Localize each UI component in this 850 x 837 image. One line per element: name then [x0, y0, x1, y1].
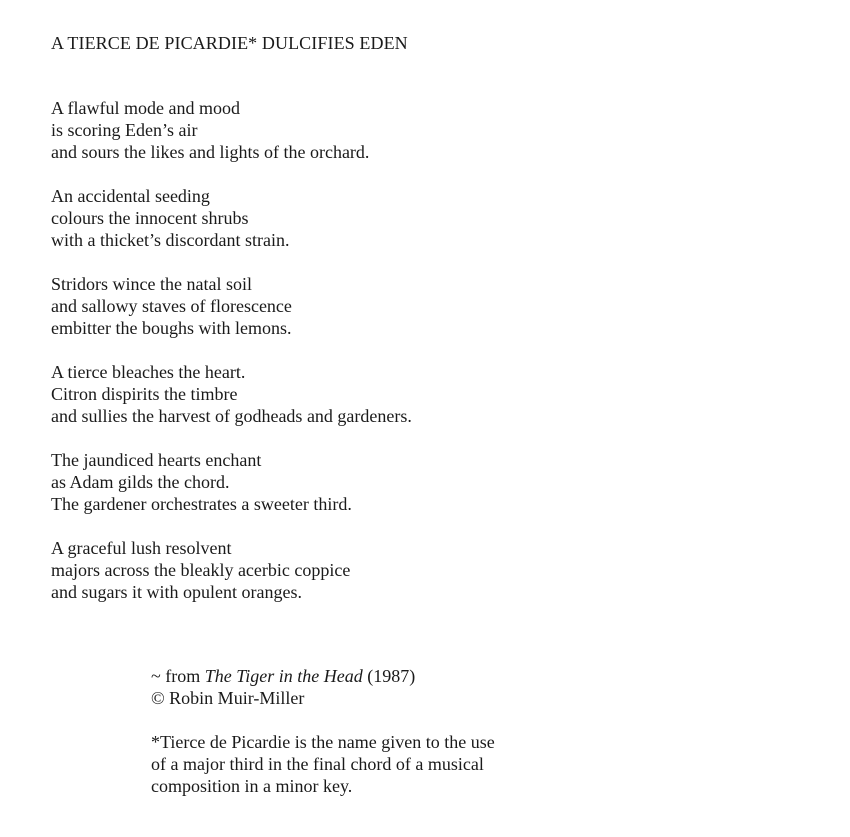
footnote-line: of a major third in the final chord of a musical [151, 754, 484, 774]
poem-line: A tierce bleaches the heart. [51, 362, 246, 382]
poem-line: Stridors wince the natal soil [51, 274, 252, 294]
book-title: The Tiger in the Head [204, 666, 363, 686]
poem-line: embitter the boughs with lemons. [51, 318, 292, 338]
poem-line: with a thicket’s discordant strain. [51, 230, 290, 250]
poem-line: and sours the likes and lights of the orchard. [51, 142, 370, 162]
attribution-block [151, 665, 495, 819]
poem-body [51, 97, 412, 625]
poem-line: The gardener orchestrates a sweeter third. [51, 494, 352, 514]
source-line [151, 665, 495, 687]
poem-line: A graceful lush resolvent [51, 538, 232, 558]
stanza-2 [51, 185, 412, 251]
poem-line: A flawful mode and mood [51, 98, 240, 118]
footnote-line: *Tierce de Picardie is the name given to the use [151, 732, 495, 752]
copyright-line: © Robin Muir-Miller [151, 688, 305, 708]
poem-line: majors across the bleakly acerbic coppice [51, 560, 351, 580]
poem-line: The jaundiced hearts enchant [51, 450, 262, 470]
footnote [151, 731, 495, 797]
stanza-5 [51, 449, 412, 515]
stanza-1 [51, 97, 412, 163]
poem-title: A TIERCE DE PICARDIE* DULCIFIES EDEN [51, 33, 408, 53]
poem-line: is scoring Eden’s air [51, 120, 198, 140]
stanza-3 [51, 273, 412, 339]
poem-line: Citron dispirits the timbre [51, 384, 238, 404]
poem-line: and sallowy staves of florescence [51, 296, 292, 316]
footnote-line: composition in a minor key. [151, 776, 353, 796]
stanza-4 [51, 361, 412, 427]
publication-year: (1987) [362, 666, 416, 686]
source-prefix: ~ from [151, 666, 205, 686]
poem-line: An accidental seeding [51, 186, 210, 206]
poem-line: as Adam gilds the chord. [51, 472, 230, 492]
source-credit [151, 665, 495, 709]
stanza-6 [51, 537, 412, 603]
poem-line: and sugars it with opulent oranges. [51, 582, 302, 602]
poem-line: colours the innocent shrubs [51, 208, 249, 228]
poem-line: and sullies the harvest of godheads and gardeners. [51, 406, 412, 426]
